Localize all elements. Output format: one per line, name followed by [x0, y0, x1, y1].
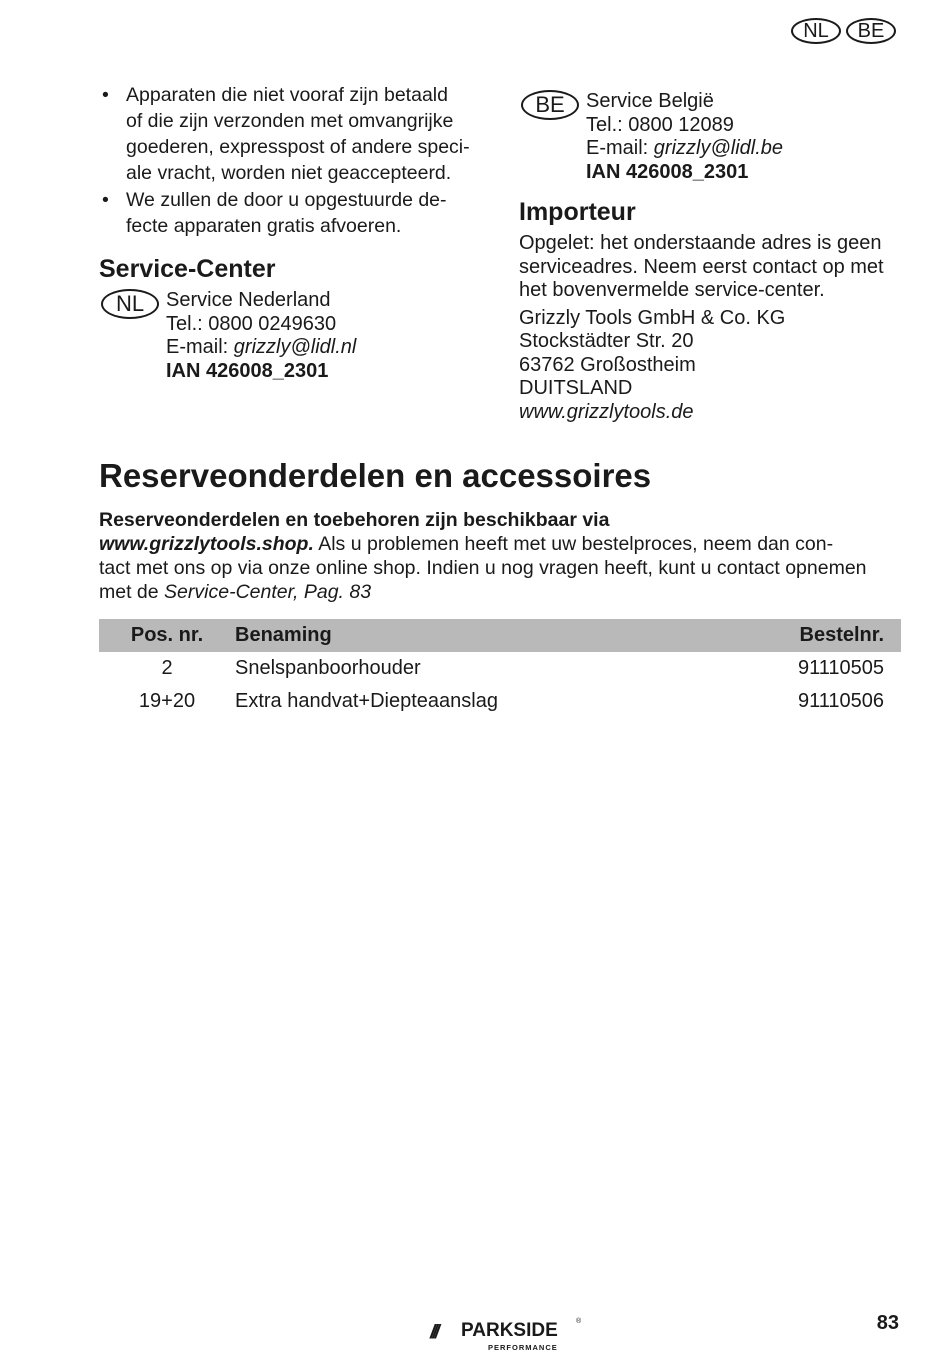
importer-heading: Importeur [519, 198, 636, 226]
intro-text: tact met ons op via onze online shop. Indien u nog vragen heeft, kunt u contact opnemen [99, 557, 867, 579]
table-row [99, 685, 901, 718]
language-badge-nl: NL [791, 18, 841, 44]
bullet-marker: • [102, 189, 109, 211]
bullet-line: goederen, expresspost of andere speci- [126, 136, 470, 158]
cell-pos: 2 [161, 657, 173, 679]
bullet-line: Apparaten die niet vooraf zijn betaald [126, 84, 448, 106]
service-email-line [586, 137, 909, 161]
note-line: het bovenvermelde service-center. [519, 279, 825, 301]
country-badge-be: BE [521, 90, 579, 120]
parkside-logo [430, 1318, 590, 1354]
intro-text: met de [99, 581, 165, 603]
spare-parts-section [99, 456, 901, 604]
shop-url-link[interactable]: www.grizzlytools.shop. [99, 533, 314, 555]
logo-brand: PARKSIDE [461, 1320, 558, 1341]
service-belgium-block [519, 90, 909, 184]
spare-parts-heading: Reserveonderdelen en accessoires [99, 457, 652, 494]
spare-parts-table [99, 619, 901, 718]
cell-name: Snelspanboorhouder [235, 657, 421, 679]
intro-bold-text: Reserveonderdelen en toebehoren zijn beschikbaar via [99, 509, 610, 531]
column-header-order-nr: Bestelnr. [701, 619, 901, 652]
address-line: Grizzly Tools GmbH & Co. KG [519, 306, 786, 329]
country-badge-nl: NL [101, 289, 159, 319]
page-number: 83 [876, 1312, 899, 1334]
service-center-reference: Service-Center, Pag. 83 [164, 581, 372, 603]
bullet-line: of die zijn verzonden met omvangrijke [126, 110, 454, 132]
note-line: Opgelet: het onderstaande adres is geen [519, 232, 882, 254]
logo-trademark: ® [576, 1318, 582, 1325]
cell-name: Extra handvat+Diepteaanslag [235, 690, 498, 712]
column-header-name: Benaming [235, 619, 701, 652]
email-label: E-mail: [586, 137, 654, 159]
email-label: E-mail: [166, 336, 234, 358]
service-phone: Tel.: 0800 12089 [586, 113, 734, 136]
cell-pos: 19+20 [138, 690, 196, 712]
service-name: Service Nederland [166, 289, 331, 311]
service-email[interactable]: grizzly@lidl.nl [233, 336, 357, 358]
bullet-item-disposal [99, 187, 479, 239]
language-badge-be: BE [846, 18, 896, 44]
bullet-marker: • [102, 84, 109, 106]
address-line: 63762 Großostheim [519, 353, 696, 376]
address-line: Stockstädter Str. 20 [519, 330, 694, 352]
column-header-pos: Pos. nr. [99, 619, 235, 652]
service-name: Service België [586, 90, 714, 112]
importer-block [519, 232, 909, 424]
service-email[interactable]: grizzly@lidl.be [653, 137, 784, 159]
bullet-line: We zullen de door u opgestuurde de- [126, 189, 447, 211]
importer-address [519, 307, 909, 425]
address-line: DUITSLAND [519, 377, 633, 399]
ian-number: IAN 426008_2301 [166, 359, 329, 382]
intro-text: Als u problemen heeft met uw bestelproces, neem dan con- [313, 533, 834, 555]
service-email-line [166, 336, 479, 360]
spare-parts-intro [99, 508, 901, 604]
table-header-row [99, 619, 901, 652]
service-center-heading: Service-Center [99, 255, 276, 283]
logo-subtitle: PERFORMANCE [488, 1343, 558, 1352]
bullet-item-not-accepted [99, 82, 479, 186]
left-column [99, 82, 479, 383]
notice-bullet-list [99, 82, 479, 239]
cell-order-nr: 91110505 [797, 657, 884, 679]
ian-number: IAN 426008_2301 [586, 160, 749, 183]
service-netherlands-block [99, 289, 479, 383]
cell-order-nr: 91110506 [797, 690, 884, 712]
logo-slashes-icon: /// [430, 1322, 437, 1343]
bullet-line: fecte apparaten gratis afvoeren. [126, 215, 402, 237]
bullet-line: ale vracht, worden niet geaccepteerd. [126, 162, 452, 184]
service-phone: Tel.: 0800 0249630 [166, 312, 337, 335]
importer-website-link[interactable]: www.grizzlytools.de [519, 400, 694, 423]
note-line: serviceadres. Neem eerst contact op met [519, 255, 884, 278]
importer-note [519, 232, 909, 303]
table-row [99, 652, 901, 685]
right-column [519, 90, 909, 424]
